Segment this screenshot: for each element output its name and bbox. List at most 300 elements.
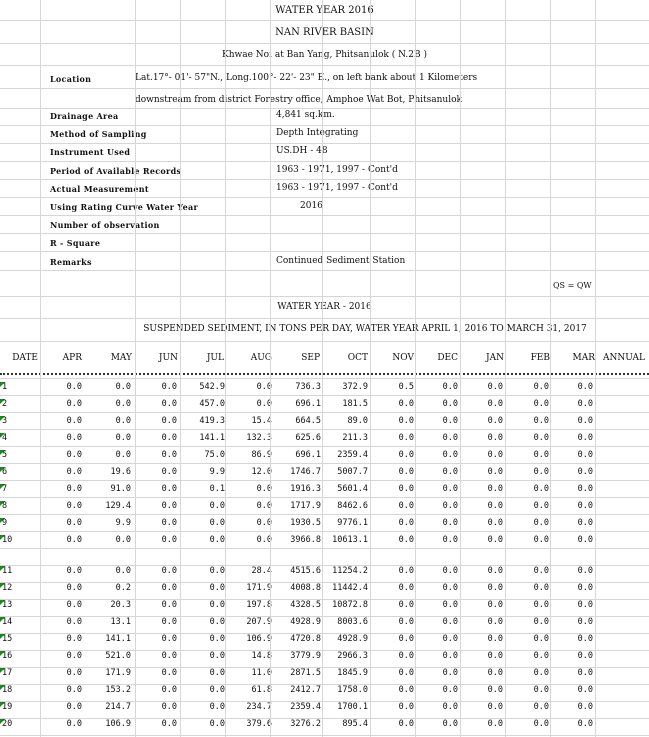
table-cell: 0.0 xyxy=(577,617,593,627)
grid-vline xyxy=(415,0,416,737)
column-header: JAN xyxy=(486,353,504,363)
table-cell: 0.0 xyxy=(256,535,272,545)
table-cell: 0.0 xyxy=(533,399,549,409)
table-cell: 0.0 xyxy=(161,450,177,460)
location-label: Location xyxy=(50,74,92,84)
table-cell: 141.1 xyxy=(105,634,131,644)
table-cell: 214.7 xyxy=(105,702,131,712)
table-cell: 0.0 xyxy=(577,382,593,392)
grid-hline xyxy=(0,667,649,668)
grid-hline xyxy=(0,718,649,719)
grid-vline xyxy=(370,0,371,737)
table-cell: 0.0 xyxy=(398,719,414,729)
grid-vline xyxy=(505,0,506,737)
table-cell: 0.0 xyxy=(115,535,131,545)
table-cell: 0.0 xyxy=(487,668,503,678)
table-cell: 0.0 xyxy=(66,566,82,576)
table-cell: 0.0 xyxy=(487,719,503,729)
formula-label: QS = QW xyxy=(553,281,592,290)
row-date: 1 xyxy=(2,382,8,392)
row-date: 9 xyxy=(2,518,8,528)
column-header: OCT xyxy=(347,353,368,363)
table-cell: 0.1 xyxy=(209,484,225,494)
grid-hline xyxy=(0,341,649,342)
table-cell: 0.0 xyxy=(66,518,82,528)
table-cell: 0.0 xyxy=(487,702,503,712)
column-header: FEB xyxy=(530,353,550,363)
column-header: JUL xyxy=(206,353,224,363)
table-cell: 132.3 xyxy=(246,433,272,443)
table-cell: 0.0 xyxy=(442,450,458,460)
column-header: ANNUAL xyxy=(602,353,645,363)
table-cell: 19.6 xyxy=(110,467,131,477)
grid-vline xyxy=(322,0,323,737)
table-cell: 0.0 xyxy=(487,501,503,511)
grid-hline xyxy=(0,215,649,216)
info-label: Period of Available Records xyxy=(50,165,182,176)
table-cell: 0.0 xyxy=(487,651,503,661)
grid-vline xyxy=(135,0,136,737)
grid-vline xyxy=(550,0,551,737)
table-cell: 153.2 xyxy=(105,685,131,695)
grid-vline xyxy=(460,0,461,737)
grid-hline xyxy=(0,497,649,498)
table-cell: 3276.2 xyxy=(290,719,321,729)
table-cell: 0.0 xyxy=(577,685,593,695)
table-cell: 181.5 xyxy=(342,399,368,409)
grid-hline xyxy=(0,43,649,44)
table-cell: 0.0 xyxy=(533,450,549,460)
table-cell: 521.0 xyxy=(105,651,131,661)
table-cell: 0.0 xyxy=(66,535,82,545)
info-value: Depth Integrating xyxy=(276,128,359,139)
table-cell: 0.0 xyxy=(209,566,225,576)
table-cell: 1930.5 xyxy=(290,518,321,528)
table-cell: 0.0 xyxy=(442,634,458,644)
table-cell: 0.0 xyxy=(487,583,503,593)
table-cell: 0.0 xyxy=(161,399,177,409)
table-cell: 0.0 xyxy=(398,416,414,426)
grid-hline xyxy=(0,650,649,651)
table-cell: 0.0 xyxy=(442,685,458,695)
table-cell: 0.0 xyxy=(533,668,549,678)
table-cell: 0.0 xyxy=(577,433,593,443)
table-cell: 4928.9 xyxy=(337,634,368,644)
grid-hline xyxy=(0,395,649,396)
table-cell: 0.0 xyxy=(209,535,225,545)
table-cell: 0.0 xyxy=(209,685,225,695)
table-cell: 13.1 xyxy=(110,617,131,627)
table-cell: 0.0 xyxy=(209,600,225,610)
table-cell: 0.0 xyxy=(442,535,458,545)
table-cell: 207.9 xyxy=(246,617,272,627)
column-header: MAR xyxy=(572,353,595,363)
table-cell: 0.0 xyxy=(161,634,177,644)
table-cell: 0.0 xyxy=(442,484,458,494)
table-cell: 0.0 xyxy=(209,702,225,712)
location-line1: Lat.17°- 01'- 57"N., Long.100°- 22'- 23" E., on left bank about 1 Kilometers xyxy=(135,73,478,83)
table-cell: 736.3 xyxy=(295,382,321,392)
grid-hline xyxy=(0,20,649,21)
table-cell: 0.0 xyxy=(161,583,177,593)
table-cell: 0.2 xyxy=(115,583,131,593)
table-cell: 0.0 xyxy=(442,501,458,511)
grid-hline xyxy=(0,296,649,297)
table-cell: 0.0 xyxy=(66,501,82,511)
column-header: DATE xyxy=(12,353,38,363)
table-cell: 5601.4 xyxy=(337,484,368,494)
table-cell: 0.0 xyxy=(577,501,593,511)
table-cell: 0.0 xyxy=(256,484,272,494)
table-cell: 372.9 xyxy=(342,382,368,392)
table-cell: 0.5 xyxy=(398,382,414,392)
table-cell: 0.0 xyxy=(209,651,225,661)
table-cell: 0.0 xyxy=(487,566,503,576)
table-cell: 0.0 xyxy=(66,382,82,392)
grid-hline xyxy=(0,412,649,413)
table-cell: 0.0 xyxy=(533,484,549,494)
table-cell: 0.0 xyxy=(209,583,225,593)
header-divider xyxy=(0,373,649,375)
table-cell: 0.0 xyxy=(577,484,593,494)
row-date: 20 xyxy=(2,719,13,729)
info-value: US.DH - 48 xyxy=(276,146,328,157)
table-cell: 0.0 xyxy=(161,518,177,528)
grid-hline xyxy=(0,251,649,252)
column-header: AUG xyxy=(250,353,272,363)
table-cell: 0.0 xyxy=(442,416,458,426)
row-date: 5 xyxy=(2,450,8,460)
table-cell: 11.0 xyxy=(251,668,272,678)
table-cell: 0.0 xyxy=(577,702,593,712)
info-value: 2016 xyxy=(300,201,323,211)
grid-vline xyxy=(595,0,596,737)
grid-hline xyxy=(0,378,649,379)
table-title: SUSPENDED SEDIMENT, IN TONS PER DAY, WATER YEAR APRIL 1, 2016 TO MARCH 31, 2017 xyxy=(143,324,587,334)
table-cell: 0.0 xyxy=(398,518,414,528)
row-date: 13 xyxy=(2,600,13,610)
table-cell: 0.0 xyxy=(533,702,549,712)
table-cell: 2871.5 xyxy=(290,668,321,678)
table-cell: 0.0 xyxy=(66,583,82,593)
table-cell: 0.0 xyxy=(161,535,177,545)
table-cell: 0.0 xyxy=(442,583,458,593)
table-cell: 91.0 xyxy=(110,484,131,494)
table-cell: 0.0 xyxy=(161,668,177,678)
table-cell: 0.0 xyxy=(398,651,414,661)
table-cell: 0.0 xyxy=(161,600,177,610)
table-cell: 1916.3 xyxy=(290,484,321,494)
table-cell: 4515.6 xyxy=(290,566,321,576)
table-cell: 89.0 xyxy=(347,416,368,426)
header-basin: NAN RIVER BASIN xyxy=(275,27,374,38)
table-cell: 0.0 xyxy=(577,583,593,593)
row-date: 8 xyxy=(2,501,8,511)
table-cell: 0.0 xyxy=(487,467,503,477)
table-cell: 379.6 xyxy=(246,719,272,729)
table-cell: 0.0 xyxy=(487,600,503,610)
table-cell: 0.0 xyxy=(442,702,458,712)
table-cell: 2412.7 xyxy=(290,685,321,695)
table-cell: 0.0 xyxy=(487,382,503,392)
grid-vline xyxy=(40,0,41,737)
info-label: Instrument Used xyxy=(50,147,131,158)
table-cell: 0.0 xyxy=(398,450,414,460)
table-cell: 1717.9 xyxy=(290,501,321,511)
table-cell: 0.0 xyxy=(161,651,177,661)
table-cell: 0.0 xyxy=(66,685,82,695)
table-cell: 197.8 xyxy=(246,600,272,610)
table-cell: 0.0 xyxy=(66,702,82,712)
table-cell: 0.0 xyxy=(115,433,131,443)
row-date: 18 xyxy=(2,685,13,695)
info-value: Continued Sediment Station xyxy=(276,255,406,266)
table-cell: 1845.9 xyxy=(337,668,368,678)
table-cell: 0.0 xyxy=(209,617,225,627)
grid-hline xyxy=(0,88,649,89)
location-line2: downstream from district Forestry office, Amphoe Wat Bot, Phitsanulok xyxy=(135,95,462,105)
table-cell: 106.9 xyxy=(105,719,131,729)
table-cell: 0.0 xyxy=(256,382,272,392)
table-cell: 61.8 xyxy=(251,685,272,695)
table-cell: 0.0 xyxy=(161,382,177,392)
grid-hline xyxy=(0,233,649,234)
grid-hline xyxy=(0,270,649,271)
table-cell: 0.0 xyxy=(115,416,131,426)
table-cell: 0.0 xyxy=(533,501,549,511)
table-cell: 0.0 xyxy=(115,382,131,392)
table-cell: 1746.7 xyxy=(290,467,321,477)
table-cell: 75.0 xyxy=(204,450,225,460)
grid-hline xyxy=(0,633,649,634)
table-cell: 0.0 xyxy=(398,535,414,545)
table-cell: 0.0 xyxy=(398,668,414,678)
table-cell: 0.0 xyxy=(533,600,549,610)
table-cell: 0.0 xyxy=(398,433,414,443)
table-cell: 1758.0 xyxy=(337,685,368,695)
grid-hline xyxy=(0,548,649,549)
grid-vline xyxy=(225,0,226,737)
table-cell: 0.0 xyxy=(66,634,82,644)
table-cell: 11254.2 xyxy=(332,566,368,576)
table-cell: 0.0 xyxy=(66,399,82,409)
table-cell: 0.0 xyxy=(398,484,414,494)
table-cell: 171.9 xyxy=(246,583,272,593)
grid-vline xyxy=(180,0,181,737)
grid-hline xyxy=(0,318,649,319)
table-cell: 419.3 xyxy=(199,416,225,426)
info-value: 4,841 sq.km. xyxy=(276,110,335,120)
table-cell: 0.0 xyxy=(442,566,458,576)
table-cell: 10613.1 xyxy=(332,535,368,545)
info-label: Method of Sampling xyxy=(50,129,147,140)
table-cell: 0.0 xyxy=(577,535,593,545)
table-cell: 0.0 xyxy=(533,719,549,729)
table-cell: 0.0 xyxy=(577,566,593,576)
table-cell: 0.0 xyxy=(161,719,177,729)
info-value: 1963 - 1971, 1997 - Cont'd xyxy=(276,164,398,175)
table-cell: 0.0 xyxy=(533,685,549,695)
table-cell: 0.0 xyxy=(487,433,503,443)
table-cell: 0.0 xyxy=(442,617,458,627)
row-date: 17 xyxy=(2,668,13,678)
row-date: 4 xyxy=(2,433,8,443)
table-cell: 0.0 xyxy=(487,518,503,528)
table-cell: 0.0 xyxy=(487,484,503,494)
table-cell: 106.9 xyxy=(246,634,272,644)
table-cell: 0.0 xyxy=(533,382,549,392)
table-cell: 0.0 xyxy=(115,399,131,409)
table-cell: 0.0 xyxy=(487,416,503,426)
table-cell: 0.0 xyxy=(442,518,458,528)
table-cell: 0.0 xyxy=(398,685,414,695)
table-cell: 2359.4 xyxy=(337,450,368,460)
grid-hline xyxy=(0,446,649,447)
grid-hline xyxy=(0,684,649,685)
table-cell: 9.9 xyxy=(115,518,131,528)
table-cell: 0.0 xyxy=(577,399,593,409)
table-cell: 8003.6 xyxy=(337,617,368,627)
table-cell: 0.0 xyxy=(161,484,177,494)
table-cell: 0.0 xyxy=(398,600,414,610)
grid-hline xyxy=(0,565,649,566)
table-cell: 0.0 xyxy=(442,433,458,443)
table-cell: 0.0 xyxy=(533,583,549,593)
grid-hline xyxy=(0,108,649,109)
table-cell: 0.0 xyxy=(398,467,414,477)
table-cell: 0.0 xyxy=(66,600,82,610)
table-cell: 2966.3 xyxy=(337,651,368,661)
row-date: 16 xyxy=(2,651,13,661)
table-cell: 0.0 xyxy=(533,651,549,661)
table-cell: 0.0 xyxy=(161,702,177,712)
grid-hline xyxy=(0,616,649,617)
info-label: Drainage Area xyxy=(50,111,119,121)
table-cell: 28.4 xyxy=(251,566,272,576)
header-station: Khwae Noi at Ban Yang, Phitsanulok ( N.2B ) xyxy=(222,50,427,60)
table-cell: 0.0 xyxy=(256,518,272,528)
table-cell: 12.0 xyxy=(251,467,272,477)
row-date: 12 xyxy=(2,583,13,593)
row-date: 15 xyxy=(2,634,13,644)
grid-hline xyxy=(0,429,649,430)
table-cell: 211.3 xyxy=(342,433,368,443)
grid-hline xyxy=(0,161,649,162)
table-cell: 0.0 xyxy=(66,668,82,678)
table-cell: 15.4 xyxy=(251,416,272,426)
table-cell: 4328.5 xyxy=(290,600,321,610)
table-cell: 0.0 xyxy=(66,433,82,443)
table-cell: 0.0 xyxy=(398,566,414,576)
table-cell: 0.0 xyxy=(533,518,549,528)
table-cell: 0.0 xyxy=(442,467,458,477)
table-cell: 0.0 xyxy=(66,719,82,729)
grid-hline xyxy=(0,480,649,481)
grid-hline xyxy=(0,582,649,583)
table-cell: 234.7 xyxy=(246,702,272,712)
table-cell: 0.0 xyxy=(161,617,177,627)
row-date: 11 xyxy=(2,566,13,576)
table-cell: 0.0 xyxy=(66,450,82,460)
table-cell: 457.0 xyxy=(199,399,225,409)
info-value: 1963 - 1971, 1997 - Cont'd xyxy=(276,182,398,193)
table-cell: 0.0 xyxy=(577,600,593,610)
table-cell: 0.0 xyxy=(209,501,225,511)
table-cell: 4928.9 xyxy=(290,617,321,627)
row-date: 10 xyxy=(2,535,13,545)
table-cell: 9776.1 xyxy=(337,518,368,528)
table-water-year: WATER YEAR - 2016 xyxy=(277,302,372,312)
grid-hline xyxy=(0,514,649,515)
table-cell: 0.0 xyxy=(487,634,503,644)
table-cell: 0.0 xyxy=(533,467,549,477)
grid-hline xyxy=(0,531,649,532)
table-cell: 0.0 xyxy=(161,685,177,695)
grid-hline xyxy=(0,65,649,66)
table-cell: 5007.7 xyxy=(337,467,368,477)
table-cell: 0.0 xyxy=(577,416,593,426)
table-cell: 1700.1 xyxy=(337,702,368,712)
table-cell: 0.0 xyxy=(442,600,458,610)
row-date: 2 xyxy=(2,399,8,409)
table-cell: 696.1 xyxy=(295,399,321,409)
table-cell: 0.0 xyxy=(487,617,503,627)
grid-hline xyxy=(0,143,649,144)
table-cell: 10872.8 xyxy=(332,600,368,610)
table-cell: 0.0 xyxy=(577,719,593,729)
column-header: NOV xyxy=(392,353,414,363)
table-cell: 86.9 xyxy=(251,450,272,460)
table-cell: 0.0 xyxy=(487,399,503,409)
table-cell: 0.0 xyxy=(577,651,593,661)
table-cell: 696.1 xyxy=(295,450,321,460)
table-cell: 14.8 xyxy=(251,651,272,661)
table-cell: 0.0 xyxy=(209,719,225,729)
grid-hline xyxy=(0,197,649,198)
table-cell: 0.0 xyxy=(256,399,272,409)
table-cell: 0.0 xyxy=(398,399,414,409)
table-cell: 0.0 xyxy=(442,668,458,678)
table-cell: 0.0 xyxy=(115,566,131,576)
table-cell: 171.9 xyxy=(105,668,131,678)
table-cell: 0.0 xyxy=(66,484,82,494)
table-cell: 0.0 xyxy=(487,535,503,545)
table-cell: 0.0 xyxy=(209,518,225,528)
table-cell: 0.0 xyxy=(442,719,458,729)
table-cell: 0.0 xyxy=(115,450,131,460)
column-header: DEC xyxy=(437,353,458,363)
table-cell: 4008.8 xyxy=(290,583,321,593)
row-date: 19 xyxy=(2,702,13,712)
info-label: Using Rating Curve Water Year xyxy=(50,202,199,212)
table-cell: 0.0 xyxy=(533,617,549,627)
grid-hline xyxy=(0,463,649,464)
grid-hline xyxy=(0,179,649,180)
table-cell: 0.0 xyxy=(577,467,593,477)
table-cell: 0.0 xyxy=(398,634,414,644)
table-cell: 0.0 xyxy=(398,583,414,593)
table-cell: 0.0 xyxy=(577,634,593,644)
table-cell: 20.3 xyxy=(110,600,131,610)
info-label: R - Square xyxy=(50,238,101,249)
table-cell: 0.0 xyxy=(66,617,82,627)
table-cell: 0.0 xyxy=(66,467,82,477)
grid-vline xyxy=(270,0,271,737)
table-cell: 0.0 xyxy=(442,382,458,392)
info-label: Actual Measurement xyxy=(50,183,149,194)
header-water-year: WATER YEAR 2016 xyxy=(275,5,374,16)
row-date: 3 xyxy=(2,416,8,426)
